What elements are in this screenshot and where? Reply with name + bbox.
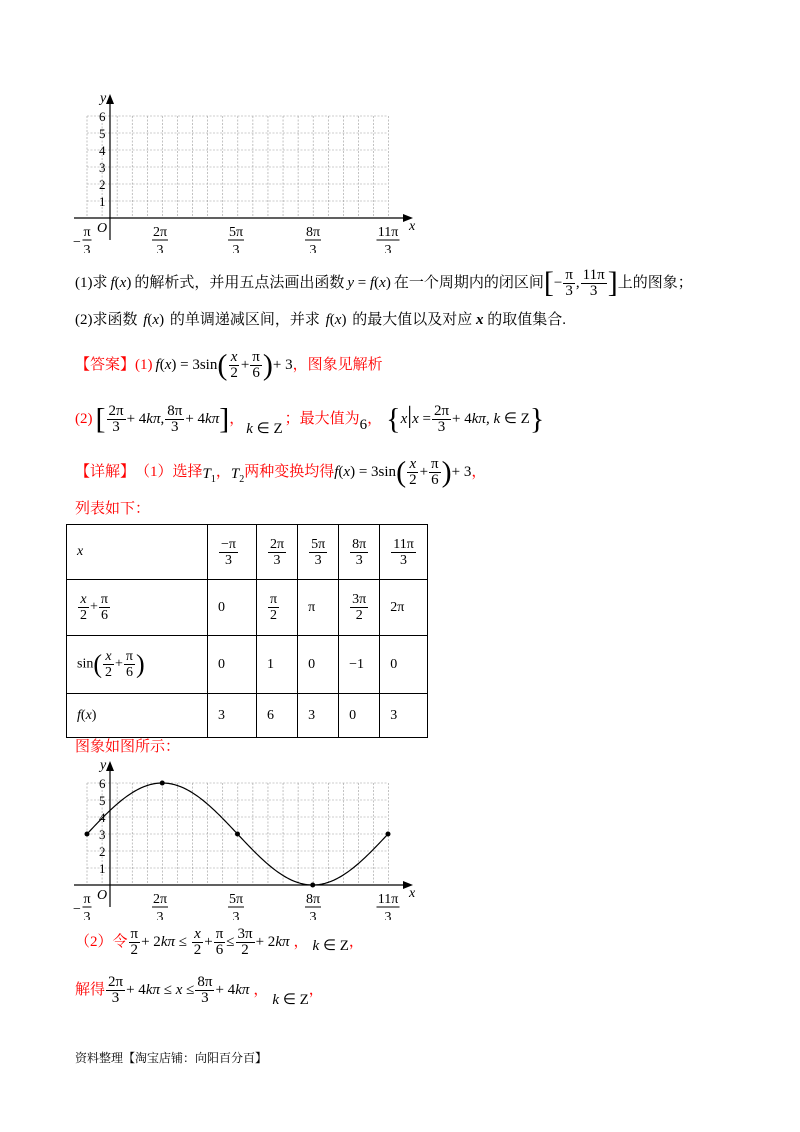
origin-label: O — [97, 221, 108, 236]
x-tick-label — [377, 892, 400, 920]
question-part2 — [75, 311, 566, 329]
answer-set: {x|x = $\frac{2\pi}{3}$ + 4kπ, k ∈ Z} — [386, 402, 545, 435]
answer-part1: (1) — [135, 357, 153, 373]
bracket-right: ] — [607, 266, 618, 299]
cell-sin-1: 1 — [257, 636, 298, 694]
cell-x-2: $\frac{5\pi}{3}$ — [298, 525, 339, 580]
cell-sin-2: 0 — [298, 636, 339, 694]
key-point — [85, 832, 90, 837]
x-tick-numerator: 8π — [305, 892, 321, 907]
cell-f-4: 3 — [380, 694, 428, 738]
cell-f-2: 3 — [298, 694, 339, 738]
answer-part2: (2) — [75, 411, 93, 427]
y-tick-label: 1 — [99, 861, 106, 876]
cell-phase-2: π — [298, 580, 339, 636]
y-axis-arrow — [106, 94, 114, 104]
y-tick-label: 3 — [99, 160, 106, 175]
table-row-phase — [67, 580, 428, 636]
minus-sign: − — [553, 275, 563, 291]
table-row-f — [67, 694, 428, 738]
detail-sep: ， — [215, 464, 231, 480]
answer-line2 — [75, 397, 544, 441]
values-table — [66, 524, 428, 738]
x-tick-label — [228, 892, 244, 920]
detail-step1b: 两种变换均得 — [244, 464, 335, 480]
step2-inequality: $\frac{\pi}{2}$ + 2kπ ≤ $\frac{x}{2}$ + $\frac{\pi}{6}$ ≤ $\frac{3\pi}{2}$ + 2kπ — [130, 925, 290, 958]
cell-x-3: $\frac{8\pi}{3}$ — [339, 525, 380, 580]
x-tick-denominator: 3 — [156, 243, 164, 253]
x-tick-label — [152, 225, 168, 253]
cell-sin-0: 0 — [208, 636, 257, 694]
answer-interval: [ $\frac{2\pi}{3}$ + 4kπ, $\frac{8\pi}{3}$ + 4kπ] — [95, 402, 230, 435]
x-tick-label — [305, 892, 321, 920]
cell-f-1: 6 — [257, 694, 298, 738]
graph-intro: 图象如图所示： — [75, 739, 181, 755]
cell-f-0: 3 — [208, 694, 257, 738]
q2-text-a: (2)求函数 — [75, 312, 138, 328]
y-tick-label: 4 — [99, 143, 106, 158]
question-part1 — [75, 263, 693, 303]
q1-text-d: 上的图象； — [617, 275, 693, 291]
x-tick-numerator: 11π — [377, 892, 399, 907]
x-tick-label — [152, 892, 168, 920]
x-tick-numerator: 11π — [377, 225, 399, 240]
cell-phase-1: $\frac{\pi}{2}$ — [257, 580, 298, 636]
answer-comma2: ， — [367, 411, 383, 427]
x-tick-denominator: 3 — [156, 910, 164, 920]
x-tick-denominator: 3 — [83, 910, 91, 920]
x-tick-numerator: 8π — [305, 225, 321, 240]
answer-line1 — [75, 345, 383, 385]
sine-curve-chart — [60, 755, 430, 920]
x-tick-minus: − — [73, 902, 81, 917]
x-tick-numerator: 2π — [152, 892, 168, 907]
detail-line1 — [75, 450, 486, 494]
solve-line — [75, 968, 324, 1012]
footer-text: 资料整理【淘宝店铺：向阳百分百】 — [75, 1051, 268, 1065]
x-tick-denominator: 3 — [384, 910, 392, 920]
q2-fx2: f(x) — [325, 312, 347, 328]
axis-labels — [73, 758, 416, 920]
table-row-x — [67, 525, 428, 580]
axes — [74, 94, 413, 240]
solve-comma2: ， — [308, 982, 324, 998]
cell-sin-3: −1 — [339, 636, 380, 694]
q2-x: x — [475, 312, 484, 328]
x-tick-numerator: π — [83, 892, 91, 907]
answer-formula: f(x) = 3sin( $\frac{x}{2}$ + $\frac{\pi}{6}$ )+ 3 — [155, 348, 293, 381]
x-tick-denominator: 3 — [384, 243, 392, 253]
x-tick-numerator: 5π — [228, 225, 244, 240]
list-intro: 列表如下： — [75, 501, 151, 517]
y-axis-label: y — [100, 91, 107, 106]
x-tick-denominator: 3 — [83, 243, 91, 253]
bracket-left: [ — [543, 266, 554, 299]
x-tick-numerator: π — [83, 225, 91, 240]
x-tick-label — [73, 225, 92, 253]
q1-text-c: 在一个周期内的闭区间 — [393, 275, 544, 291]
x-tick-denominator: 3 — [309, 910, 317, 920]
cell-phase-3: $\frac{3\pi}{2}$ — [339, 580, 380, 636]
solve-k: k ∈ Z — [272, 992, 309, 1008]
q2-text-b: 的单调递减区间，并求 — [169, 312, 320, 328]
answer-max-val: 6 — [359, 417, 368, 433]
q2-text-c: 的最大值以及对应 — [352, 312, 473, 328]
x-tick-label — [305, 225, 321, 253]
detail-end: ， — [471, 464, 487, 480]
q2-fx: f(x) — [143, 312, 165, 328]
q1-text-a: (1)求 — [75, 275, 108, 291]
solve-comma: ， — [253, 982, 269, 998]
axes — [74, 761, 413, 907]
axis-labels — [73, 91, 416, 253]
cell-sin-4: 0 — [380, 636, 428, 694]
y-axis-label: y — [100, 758, 107, 773]
key-point — [386, 832, 391, 837]
cell-phase-0: 0 — [208, 580, 257, 636]
step2-text: （2）令 — [75, 934, 128, 950]
solve-inequality: $\frac{2\pi}{3}$ + 4kπ ≤ x ≤ $\frac{8\pi}{3}$ + 4kπ — [108, 973, 250, 1006]
detail-tag: 【详解】 — [75, 464, 136, 480]
interval-right: $\frac{11\pi}{3}$ — [582, 266, 605, 299]
y-tick-label: 6 — [99, 776, 106, 791]
key-point — [160, 781, 165, 786]
answer-max-text: ；最大值为 — [284, 411, 360, 427]
step2-k: k ∈ Z — [312, 938, 349, 954]
x-tick-numerator: 2π — [152, 225, 168, 240]
empty-grid-chart — [60, 88, 430, 253]
q1-text-b: 的解析式，并用五点法画出函数 — [134, 275, 345, 291]
step2-line — [75, 920, 364, 964]
cell-phase-4: 2π — [380, 580, 428, 636]
answer-k: k ∈ Z — [246, 421, 283, 437]
cell-f-3: 0 — [339, 694, 380, 738]
cell-x-4: $\frac{11\pi}{3}$ — [380, 525, 428, 580]
row-label-f: f(x) — [67, 694, 208, 738]
x-tick-numerator: 5π — [228, 892, 244, 907]
x-tick-denominator: 3 — [232, 910, 240, 920]
t2-symbol: $T_2$ — [230, 466, 245, 485]
x-axis-label: x — [409, 219, 416, 234]
y-tick-label: 5 — [99, 126, 106, 141]
x-tick-minus: − — [73, 235, 81, 250]
grid — [87, 116, 389, 218]
detail-step1: （1）选择 — [135, 464, 203, 480]
detail-formula: f(x) = 3sin( $\frac{x}{2}$ + $\frac{\pi}{6}$ )+ 3 — [334, 455, 472, 488]
t1-symbol: $T_1$ — [202, 466, 216, 485]
answer-comma: ， — [229, 411, 245, 427]
table-row-sin — [67, 636, 428, 694]
answer-note: ，图象见解析 — [292, 357, 383, 373]
step2-comma2: ， — [348, 934, 364, 950]
comma: , — [575, 275, 580, 291]
q1-yfx: y = f(x) — [347, 275, 391, 291]
x-axis-label: x — [409, 886, 416, 901]
y-tick-label: 2 — [99, 844, 106, 859]
solve-text: 解得 — [75, 982, 106, 998]
key-point — [235, 832, 240, 837]
step2-comma: ， — [293, 934, 309, 950]
cell-x-1: $\frac{2\pi}{3}$ — [257, 525, 298, 580]
interval-left: $\frac{\pi}{3}$ — [565, 266, 573, 299]
q1-fx: f(x) — [110, 275, 132, 291]
x-tick-label — [73, 892, 92, 920]
y-tick-label: 4 — [99, 810, 106, 825]
q2-text-d: 的取值集合. — [487, 312, 566, 328]
y-tick-label: 5 — [99, 793, 106, 808]
row-label-sin: sin( $\frac{x}{2}$ + $\frac{\pi}{6}$ ) — [67, 636, 208, 694]
x-tick-denominator: 3 — [232, 243, 240, 253]
y-tick-label: 3 — [99, 827, 106, 842]
y-tick-label: 6 — [99, 109, 106, 124]
x-tick-label — [377, 225, 400, 253]
row-label-x: x — [67, 525, 208, 580]
answer-tag: 【答案】 — [75, 357, 136, 373]
x-tick-denominator: 3 — [309, 243, 317, 253]
cell-x-0: $\frac{-\pi}{3}$ — [208, 525, 257, 580]
x-tick-label — [228, 225, 244, 253]
origin-label: O — [97, 888, 108, 903]
y-tick-label: 2 — [99, 177, 106, 192]
key-point — [310, 883, 315, 888]
row-label-phase: $\frac{x}{2}$ + $\frac{\pi}{6}$ — [67, 580, 208, 636]
y-tick-label: 1 — [99, 194, 106, 209]
y-axis-arrow — [106, 761, 114, 771]
